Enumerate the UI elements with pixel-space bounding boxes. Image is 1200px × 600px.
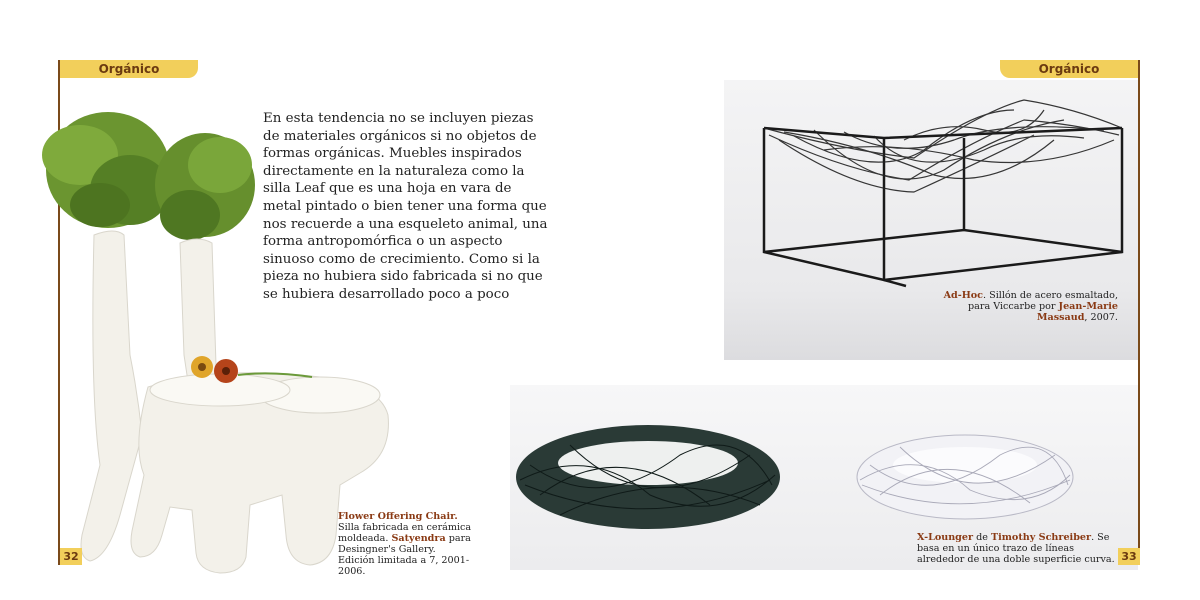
caption-text: de (976, 532, 988, 543)
ad-hoc-caption (930, 290, 1118, 323)
caption-designer: Satyendra (391, 533, 446, 544)
caption-title: Ad-Hoc (943, 290, 984, 301)
fern-plant-right (155, 133, 255, 240)
page-number-right: 33 (1118, 548, 1140, 565)
x-lounger-caption (917, 532, 1122, 565)
right-page-frame (1138, 60, 1140, 565)
fern-plant-left (42, 112, 170, 228)
section-tab-right: Orgánico (1000, 60, 1138, 78)
caption-text: . Sillón de acero esmaltado, para Viccarbe por (968, 290, 1118, 312)
caption-designer: Timothy Schreiber (991, 532, 1092, 543)
caption-title: Flower Offering Chair. (338, 511, 458, 522)
caption-text: , 2007. (1084, 312, 1118, 323)
caption-title: X-Lounger (917, 532, 974, 543)
caption-text: Silla fabricada en cerámica moldeada. (338, 522, 472, 544)
flower-chair-caption (338, 511, 473, 577)
caption-text: . Se basa en un único trazo de líneas alrededor de una doble superficie curva. (917, 532, 1115, 565)
page-number-left: 32 (60, 548, 82, 565)
caption-designer: Jean-Marie Massaud (1036, 301, 1118, 323)
intro-paragraph: En esta tendencia no se incluyen piezas de materiales orgánicos si no objetos de formas orgánicas. Muebles inspirados directamente en la naturaleza como la silla Leaf que es una hoja en vara de metal pintado o bien tener una forma que nos recuerde a una esqueleto animal, una forma antropomórfica o un aspecto sinuoso como de crecimiento. Como si la pieza no hubiera sido fabricada si no que se hubiera desarrollado poco a poco (263, 111, 548, 302)
x-lounger-white (857, 435, 1073, 519)
section-tab-left: Orgánico (60, 60, 198, 78)
caption-text: para Desingner's Gallery. Edición limitada a 7, 2001-2006. (338, 533, 471, 577)
x-lounger-dark (516, 425, 780, 529)
